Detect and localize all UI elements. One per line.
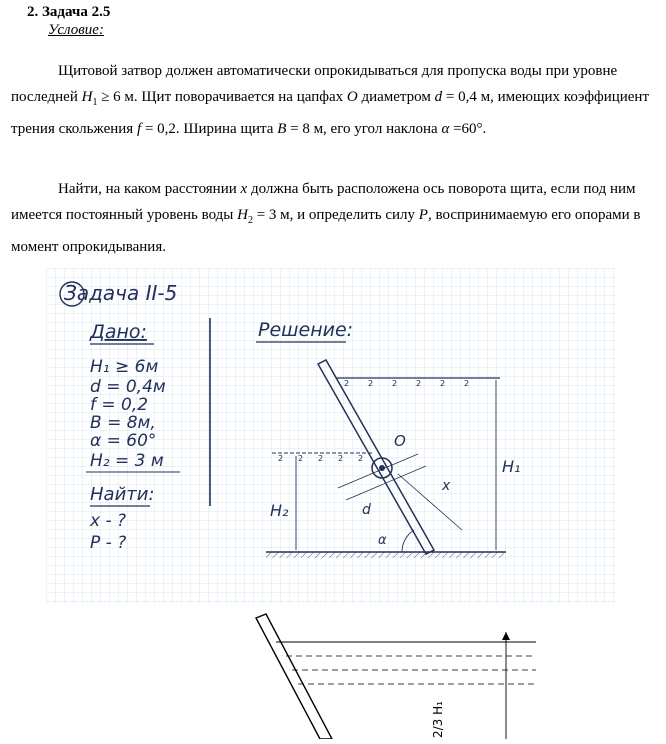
label-2-3-h1: 2/3 H₁ [431, 701, 445, 738]
label-alpha: α [378, 533, 387, 548]
problem-paragraph-1: Щитовой затвор должен автоматически опрокидываться для пропуска воды при уровне последней $H_1 \ge 6$ м. Щит поворачивается на цапфах O диаметром d = 0,4 м, имеющих коэффициент трения скольжения f = 0,2. Ширина щита B = 8 м, его угол наклона α =60°. [11, 63, 650, 137]
find-x: x - ? [90, 511, 127, 531]
find-p: P - ? [90, 533, 127, 553]
task-heading: 2. Задача 2.5 [27, 4, 111, 20]
condition-label: Условие: [48, 22, 104, 38]
given-b: B = 8м, [90, 413, 156, 433]
svg-text:2: 2 [298, 454, 304, 463]
svg-text:2: 2 [392, 379, 398, 388]
label-h1: H₁ [502, 457, 521, 476]
svg-text:2: 2 [338, 454, 344, 463]
solution-title: Задача II-5 [64, 281, 178, 305]
given-h2: H₂ = 3 м [90, 451, 164, 471]
find-label: Найти: [90, 484, 155, 505]
given-f: f = 0,2 [90, 395, 149, 415]
solution-label: Решение: [258, 319, 354, 341]
given-h1: H₁ ≥ 6м [90, 357, 159, 377]
svg-text:2: 2 [278, 454, 284, 463]
svg-text:2: 2 [358, 454, 364, 463]
svg-text:2: 2 [440, 379, 446, 388]
given-d: d = 0,4м [90, 377, 166, 397]
handwritten-solution-figure [46, 268, 616, 604]
svg-text:2: 2 [464, 379, 470, 388]
problem-paragraph-2: Найти, на каком расстоянии x должна быть расположена ось поворота щита, если под ним имеется постоянный уровень воды $H_2 = 3$ м, и определить силу P, воспринимаемую его опорами в момент опрокидывания. [11, 181, 641, 255]
svg-text:2: 2 [318, 454, 324, 463]
label-o: O [394, 432, 406, 450]
svg-text:2: 2 [368, 379, 374, 388]
label-d: d [362, 502, 371, 518]
given-label: Дано: [90, 321, 147, 343]
gate-diagram-2 [180, 612, 580, 739]
given-alpha: α = 60° [90, 431, 157, 451]
label-h2: H₂ [270, 501, 289, 520]
svg-text:2: 2 [344, 379, 350, 388]
gate-2 [256, 614, 332, 739]
svg-text:2: 2 [416, 379, 422, 388]
label-x: x [442, 478, 451, 494]
